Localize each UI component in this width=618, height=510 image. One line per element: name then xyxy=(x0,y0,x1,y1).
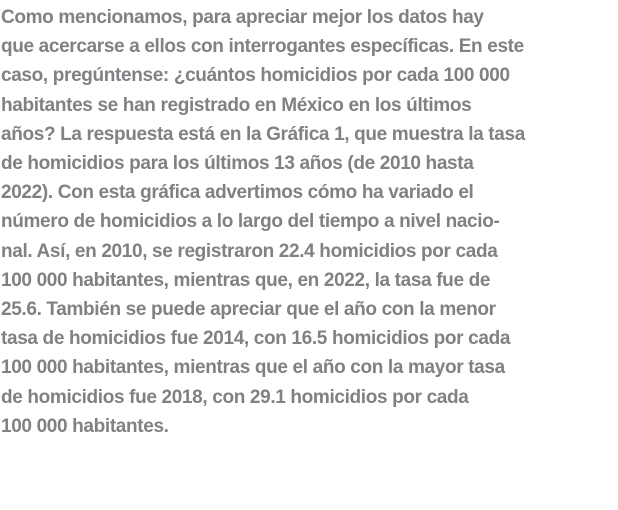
text-line: 100 000 habitantes, mientras que el año con la mayor tasa xyxy=(1,357,505,379)
text-line: 100 000 habitantes. xyxy=(1,415,169,437)
text-line: 25.6. También se puede apreciar que el año con la menor xyxy=(1,299,496,321)
paragraph xyxy=(1,3,618,441)
text-line: de homicidios fue 2018, con 29.1 homicidios por cada xyxy=(1,386,469,408)
text-line: años? La respuesta está en la Gráfica 1, que muestra la tasa xyxy=(1,123,525,145)
text-line: número de homicidios a lo largo del tiempo a nivel nacio- xyxy=(1,211,500,233)
text-line: nal. Así, en 2010, se registraron 22.4 homicidios por cada xyxy=(1,240,498,262)
text-line: habitantes se han registrado en México en los últimos xyxy=(1,94,472,116)
text-line: caso, pregúntense: ¿cuántos homicidios por cada 100 000 xyxy=(1,65,510,87)
text-line: de homicidios para los últimos 13 años (de 2010 hasta xyxy=(1,153,474,175)
text-line: Como mencionamos, para apreciar mejor los datos hay xyxy=(1,7,484,28)
text-line: tasa de homicidios fue 2014, con 16.5 homicidios por cada xyxy=(1,328,511,350)
text-line: 100 000 habitantes, mientras que, en 2022, la tasa fue de xyxy=(1,269,491,291)
text-line: que acercarse a ellos con interrogantes específicas. En este xyxy=(1,36,524,58)
text-line: 2022). Con esta gráfica advertimos cómo ha variado el xyxy=(1,182,474,204)
